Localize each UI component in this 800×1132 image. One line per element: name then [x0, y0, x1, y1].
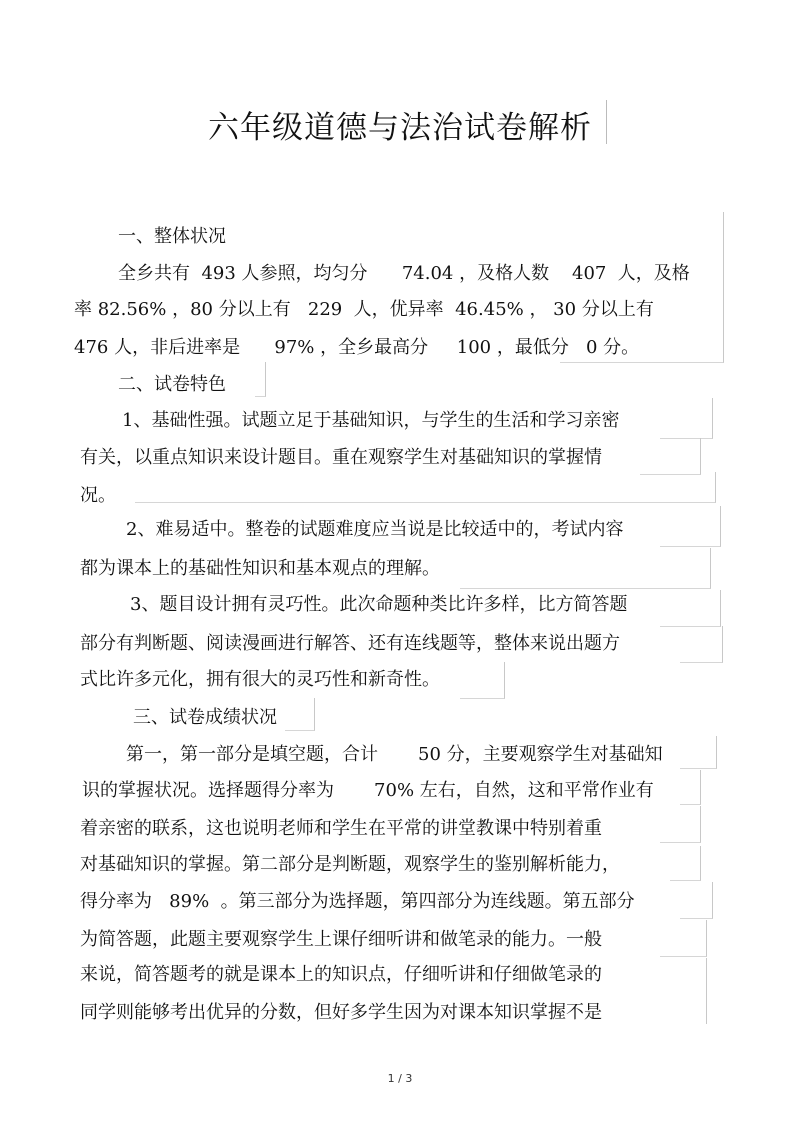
scan-frame [640, 438, 701, 475]
scan-frame [460, 548, 711, 589]
paragraph-line: 式比许多元化，拥有很大的灵巧性和新奇性。 [80, 669, 440, 690]
scan-frame [670, 846, 701, 881]
scan-frame [135, 472, 716, 503]
paragraph-line: 识的掌握状况。选择题得分率为 70% 左右，自然，这和平常作业有 [82, 780, 654, 801]
page-number: 1 / 3 [387, 1072, 413, 1085]
paragraph-line: 率 82.56% ，80 分以上有 229 人，优异率 46.45% ， 30 分以上有 [74, 299, 654, 320]
scan-frame [660, 806, 701, 843]
paragraph-line: 部分有判断题、阅读漫画进行解答、还有连线题等，整体来说出题方 [80, 633, 620, 654]
paragraph-line: 着亲密的联系，这也说明老师和学生在平常的讲堂教课中特别着重 [80, 818, 602, 839]
paragraph-line: 1、基础性强。试题立足于基础知识，与学生的生活和学习亲密 [122, 410, 620, 431]
scan-frame [285, 698, 315, 731]
scan-frame [660, 920, 707, 957]
paragraph-line: 为简答题，此题主要观察学生上课仔细听讲和做笔录的能力。一般 [80, 929, 602, 950]
paragraph-line: 得分率为 89% 。第三部分为选择题，第四部分为连线题。第五部分 [80, 891, 635, 912]
paragraph-line: 第一，第一部分是填空题，合计 50 分，主要观察学生对基础知 [126, 744, 663, 765]
scan-frame [680, 882, 713, 919]
paragraph-line: 来说，简答题考的就是课本上的知识点，仔细听讲和仔细做笔录的 [80, 964, 602, 985]
paragraph-line: 同学则能够考出优异的分数，但好多学生因为对课本知识掌握不是 [80, 1002, 602, 1023]
section-heading: 二、试卷特色 [118, 374, 226, 395]
scan-frame [680, 626, 723, 663]
scan-frame [660, 590, 721, 627]
scan-frame [680, 770, 701, 805]
scan-frame [660, 506, 721, 547]
section-heading: 一、整体状况 [118, 226, 226, 247]
section-heading: 三、试卷成绩状况 [133, 707, 277, 728]
scan-frame [255, 362, 266, 397]
paragraph-line: 2、难易适中。整卷的试题难度应当说是比较适中的，考试内容 [126, 519, 624, 540]
paragraph-line: 都为课本上的基础性知识和基本观点的理解。 [80, 558, 440, 579]
paragraph-line: 全乡共有 493 人参照，均匀分 74.04 ，及格人数 407 人，及格 [118, 263, 690, 284]
scan-frame [660, 398, 713, 439]
paragraph-line: 有关，以重点知识来设计题目。重在观察学生对基础知识的掌握情 [80, 447, 602, 468]
title-divider [606, 100, 607, 144]
paragraph-line: 3、题目设计拥有灵巧性。此次命题种类比许多样，比方简答题 [130, 594, 628, 615]
paragraph-line: 况。 [80, 485, 116, 506]
scan-frame [670, 958, 707, 1024]
scan-frame [460, 662, 505, 699]
document-title: 六年级道德与法治试卷解析 [208, 110, 592, 146]
scan-frame [680, 736, 717, 769]
paragraph-line: 对基础知识的掌握。第二部分是判断题，观察学生的鉴别解析能力， [80, 854, 620, 875]
paragraph-line: 476 人，非后进率是 97% ，全乡最高分 100 ，最低分 0 分。 [74, 337, 640, 358]
